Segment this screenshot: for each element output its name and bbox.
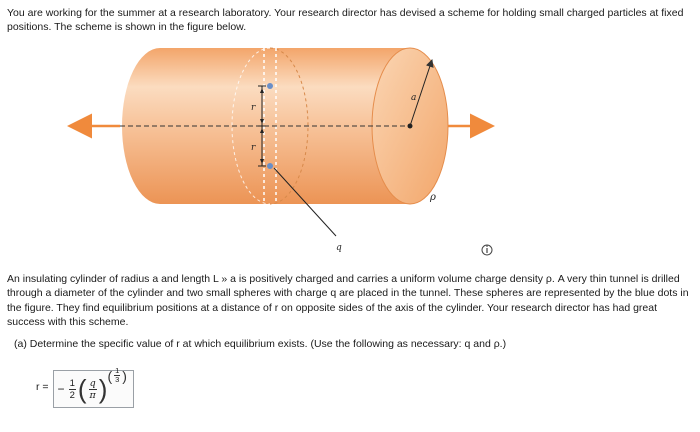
problem-intro: You are working for the summer at a research laboratory. Your research director has devised a scheme for holding small charged particles at fixed positions. The scheme is shown in the figure below. [7,7,684,34]
coefficient-fraction [69,378,76,401]
problem-description: An insulating cylinder of radius a and length L » a is positively charged and carries a uniform volume charge density ρ. A very thin tunnel is drilled through a diameter of the cylinder and two small spheres with charge q are placed in the tunnel. These spheres are represented by the blue dots in the figure. They find equilibrium positions at a distance of r on opposite sides of the axis of the cylinder. Your research director has had great success with this scheme. [7,273,689,329]
label-a: a [411,93,417,103]
answer-row [36,362,134,412]
close-paren: ) [98,374,108,404]
inner-denominator: π [89,389,96,401]
inner-fraction [89,378,97,401]
exp-numerator: 1 [115,366,120,375]
exp-denominator: 3 [115,375,120,384]
minus-sign: − [57,382,65,396]
label-rho: ρ [430,192,436,203]
part-a-question: (a) Determine the specific value of r at which equilibrium exists. (Use the following as necessary: q and ρ.) [14,338,507,350]
answer-input[interactable] [53,366,134,408]
coef-denominator: 2 [69,389,75,401]
label-r-bottom: r [251,143,256,153]
answer-label: r = [36,381,49,393]
label-r-top: r [251,103,256,113]
exponent-fraction [114,367,120,384]
coef-numerator: 1 [69,377,75,389]
label-q: q [336,243,342,253]
cylinder-figure [0,38,700,260]
inner-numerator: q [89,377,96,389]
info-circle-icon[interactable] [482,245,492,255]
open-paren: ( [77,374,87,404]
sphere-bottom [267,163,273,169]
sphere-top [267,83,273,89]
exponent: ( $\frac{1}{3}$ ) [107,366,127,384]
